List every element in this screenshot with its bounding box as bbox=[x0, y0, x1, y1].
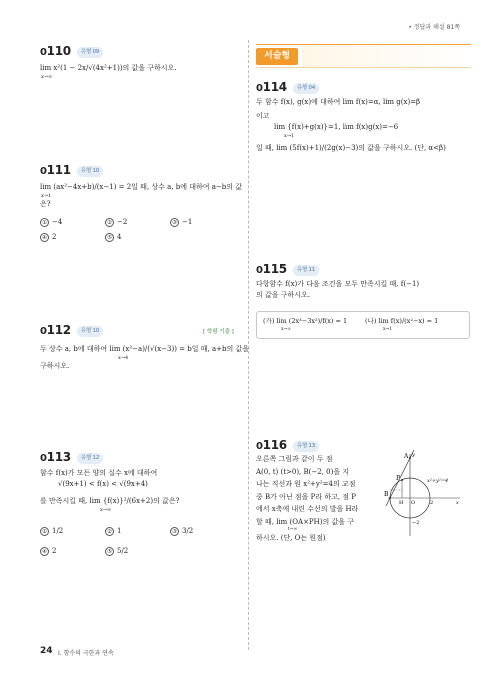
answer-reference: • 정답과 해설 81쪽 bbox=[408, 24, 460, 31]
problem-115-text: 다항함수 f(x)가 다음 조건을 모두 만족시킬 때, f(−1) 의 값을 구하시오. bbox=[256, 280, 420, 299]
label-P: P bbox=[396, 475, 401, 482]
section-label: 서술형 bbox=[256, 48, 298, 65]
label-neg-two: −2 bbox=[412, 520, 420, 526]
section-banner bbox=[256, 44, 471, 68]
type-badge: 유형 04 bbox=[293, 83, 319, 94]
condition-box bbox=[256, 311, 470, 339]
type-badge: 유형 10 bbox=[77, 166, 103, 177]
label-x: x bbox=[456, 500, 459, 506]
past-exam-tag: [ 학평 기출 ] bbox=[203, 329, 234, 335]
choice-2[interactable]: ② −2 bbox=[105, 218, 127, 227]
problem-112-text: 두 상수 a, b에 대하여 lim (x²−a)/(√(x−3)) = b일 때, a+b의 값을 x→4 구하시오. bbox=[40, 345, 249, 370]
problem-116-number: 0116 유형 13 bbox=[256, 438, 319, 452]
type-badge: 유형 11 bbox=[293, 265, 319, 276]
label-O: O bbox=[411, 500, 416, 506]
label-y: y bbox=[412, 452, 415, 458]
choice-3[interactable]: ③ −1 bbox=[170, 218, 192, 227]
problem-113-number: 0113 유형 12 bbox=[40, 450, 103, 464]
problem-110-text: lim x²(1 − 2x/√(4x²+1))의 값을 구하시오. x→∞ bbox=[40, 64, 177, 80]
problem-111-number: 0111 유형 10 bbox=[40, 163, 103, 177]
choice-4[interactable]: ④ 2 bbox=[40, 547, 56, 556]
choice-5[interactable]: ⑤ 5/2 bbox=[105, 547, 128, 556]
type-badge: 유형 09 bbox=[77, 47, 103, 58]
type-badge: 유형 10 bbox=[77, 326, 103, 337]
condition-b: (나) lim f(x)/(x²−x) = 1 x→1 bbox=[365, 317, 439, 332]
problem-111-choices bbox=[40, 218, 240, 248]
label-two: 2 bbox=[430, 500, 434, 506]
point-A bbox=[409, 457, 411, 459]
label-A: A bbox=[404, 453, 409, 460]
problem-115-number: 0115 유형 11 bbox=[256, 262, 319, 276]
chapter-title: Ⅰ. 함수의 극한과 연속 bbox=[58, 650, 114, 657]
problem-113-text: 함수 f(x)가 모든 양의 실수 x에 대하여 √(9x+1) < f(x) < √(9x+4) 를 만족시킬 때, lim {f(x)}²/(6x+2)의 값은? x→∞ bbox=[40, 469, 180, 513]
choice-1[interactable]: ① −4 bbox=[40, 218, 62, 227]
choice-4[interactable]: ④ 2 bbox=[40, 233, 56, 242]
problem-112-number: 0112 유형 10 bbox=[40, 323, 103, 337]
choice-3[interactable]: ③ 3/2 bbox=[170, 527, 193, 536]
type-badge: 유형 13 bbox=[293, 441, 319, 452]
label-circle-eq: x²+y²=4 bbox=[427, 478, 449, 484]
circle-line-figure bbox=[384, 450, 464, 540]
choice-5[interactable]: ⑤ 4 bbox=[105, 233, 121, 242]
banner-fill bbox=[302, 45, 471, 67]
problem-110-number: 0110 유형 09 bbox=[40, 44, 103, 58]
problem-113-choices bbox=[40, 527, 240, 567]
problem-114-text: 두 함수 f(x), g(x)에 대하여 lim f(x)=α, lim g(x)=β 이고 lim {f(x)+g(x)}=1, lim f(x)g(x)=−6 x→1 일 때, lim (5f(x)+1)/(2g(x)−3)의 값을 구하시오. (단, α<β) bbox=[256, 98, 446, 152]
type-badge: 유형 12 bbox=[77, 453, 103, 464]
choice-2[interactable]: ② 1 bbox=[105, 527, 121, 536]
problem-114-number: 0114 유형 04 bbox=[256, 80, 319, 94]
point-B bbox=[389, 497, 391, 499]
label-H: H bbox=[399, 500, 404, 506]
problem-111-text: lim (ax²−4x+b)/(x−1) = 2일 때, 상수 a, b에 대하여 a−b의 값 x→1 은? bbox=[40, 183, 243, 208]
condition-a: (가) lim (2x³−3x²)/f(x) = 1 x→∞ bbox=[263, 317, 348, 332]
label-B: B bbox=[384, 491, 389, 498]
problem-116-text: 오른쪽 그림과 같이 두 점 A(0, t) (t>0), B(−2, 0)을 지 나는 직선과 원 x²+y²=4의 교점 중 B가 아닌 점을 P라 하고, 점 P 에서 x축에 내린 수선의 발을 H라 할 때, lim (OA×PH)의 값을 구 t→∞ 하시오. (단, O는 원점) bbox=[256, 455, 359, 542]
page-number: 24 bbox=[40, 646, 53, 656]
point-P bbox=[401, 479, 403, 481]
choice-1[interactable]: ① 1/2 bbox=[40, 527, 63, 536]
